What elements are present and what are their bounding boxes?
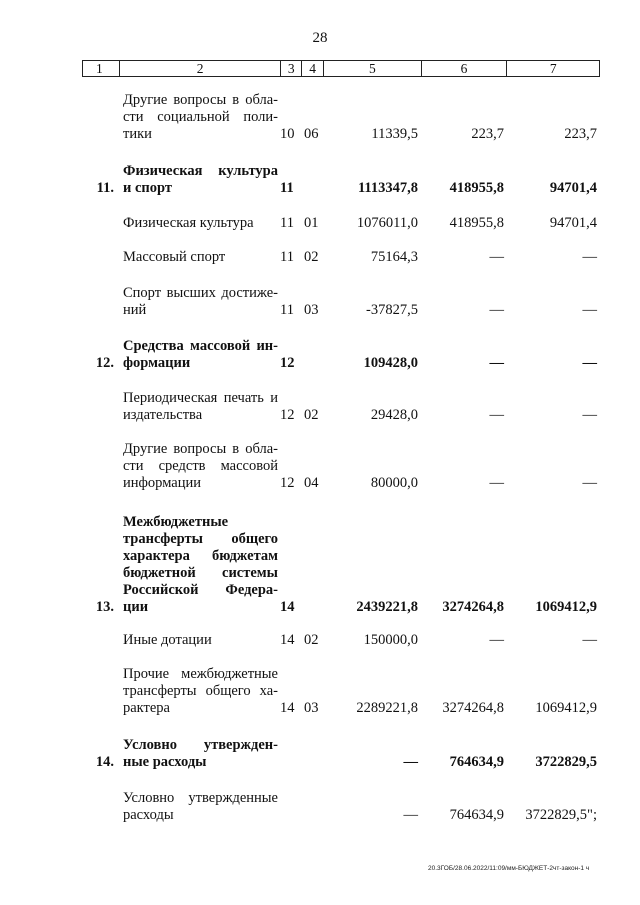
row-value-col6: — (489, 302, 504, 318)
row-value-col5: 11339,5 (371, 126, 418, 142)
row-name-line: ные расходы (123, 754, 207, 770)
row-name-line: тики (123, 126, 152, 142)
row-number: 12. (95, 355, 114, 371)
document-footer-code: 20.3ГОБ/28.06.2022/11:09/мм-БЮДЖЕТ-2чт-закон-1 ч (428, 865, 590, 872)
row-name-line: Средства массовой ин- (123, 338, 278, 354)
row-name (118, 514, 280, 616)
table-row (82, 267, 600, 319)
row-value-col7: — (582, 302, 597, 318)
row-value-col6: — (489, 355, 504, 371)
row-subsection: 02 (304, 632, 319, 648)
table-row (82, 321, 600, 372)
row-value-col6: — (489, 407, 504, 423)
row-value-col5: 1076011,0 (356, 215, 418, 231)
header-col-5: 5 (323, 61, 421, 76)
row-name (118, 92, 280, 143)
table-row (82, 373, 600, 424)
row-value-col5: -37827,5 (366, 302, 418, 318)
row-name (118, 790, 280, 824)
row-value-col5: 2289221,8 (356, 700, 418, 716)
row-value-col5: 109428,0 (363, 355, 418, 371)
row-subsection: 01 (304, 215, 319, 231)
row-name (118, 215, 280, 232)
row-name-line: Спорт высших достиже- (123, 285, 278, 301)
table-header (82, 60, 600, 77)
row-name-line: ний (123, 302, 147, 318)
row-value-col6: — (489, 632, 504, 648)
row-name-line: Условно утвержден- (123, 737, 278, 753)
row-subsection: 04 (304, 475, 319, 491)
row-name-line: сти средств массовой (123, 458, 278, 474)
row-name (118, 666, 280, 717)
row-name-line: трансферты общего ха- (123, 683, 278, 699)
row-value-col7: — (582, 632, 597, 648)
row-name-line: сти социальной поли- (123, 109, 278, 125)
table-row (82, 615, 600, 649)
row-name-line: издательства (123, 407, 203, 423)
row-section: 12 (280, 355, 295, 371)
row-value-col6: — (489, 249, 504, 265)
row-number: 14. (95, 754, 114, 770)
row-name-line: ции (123, 599, 149, 615)
row-name (118, 737, 280, 771)
row-name-line: трансферты общего (123, 531, 278, 547)
row-value-col7: 3722829,5"; (525, 807, 597, 823)
row-name (118, 163, 280, 197)
row-value-col6: 418955,8 (449, 180, 504, 196)
row-value-col5: 1113347,8 (357, 180, 418, 196)
row-value-col5: 29428,0 (370, 407, 418, 423)
row-section: 11 (280, 180, 294, 196)
row-name (118, 632, 280, 649)
header-col-4: 4 (301, 61, 323, 76)
row-name-line: Физическая культура (123, 163, 278, 179)
table-row (82, 721, 600, 771)
header-col-2: 2 (119, 61, 280, 76)
row-value-col7: — (582, 475, 597, 491)
row-name (118, 285, 280, 319)
row-value-col7: — (582, 249, 597, 265)
row-name-line: характера бюджетам (123, 548, 278, 564)
row-value-col5: 150000,0 (363, 632, 418, 648)
budget-table (82, 60, 600, 823)
table-row (82, 77, 600, 143)
page-number: 28 (312, 30, 328, 46)
row-name-line: Периодическая печать и (123, 390, 278, 406)
header-col-1: 1 (96, 61, 103, 76)
row-value-col7: 1069412,9 (535, 599, 597, 615)
row-name-line: Массовый спорт (123, 249, 226, 265)
row-number: 13. (95, 599, 114, 615)
row-value-col6: — (489, 475, 504, 491)
row-name (118, 441, 280, 492)
row-number: 11. (96, 180, 114, 196)
row-section: 11 (280, 302, 294, 318)
row-section: 14 (280, 632, 295, 648)
row-value-col7: 223,7 (564, 126, 597, 142)
row-name-line: Другие вопросы в обла- (123, 441, 278, 457)
row-value-col7: 1069412,9 (535, 700, 597, 716)
table-row (82, 649, 600, 717)
row-name-line: Российской Федера- (123, 582, 278, 598)
row-name (118, 338, 280, 372)
table-row (82, 147, 600, 197)
row-value-col5: 75164,3 (370, 249, 418, 265)
row-name (118, 249, 280, 266)
row-name-line: расходы (123, 807, 174, 823)
row-subsection: 02 (304, 249, 319, 265)
row-value-col7: — (582, 355, 597, 371)
row-value-col5: 2439221,8 (356, 599, 418, 615)
row-value-col6: 3274264,8 (442, 599, 504, 615)
row-name-line: Иные дотации (123, 632, 212, 648)
row-value-col5: — (403, 807, 418, 823)
table-row (82, 423, 600, 492)
row-value-col5: 80000,0 (370, 475, 418, 491)
row-subsection: 03 (304, 302, 319, 318)
row-value-col6: 418955,8 (449, 215, 504, 231)
row-value-col7: 3722829,5 (535, 754, 597, 770)
row-value-col6: 3274264,8 (442, 700, 504, 716)
row-section: 12 (280, 475, 295, 491)
table-row (82, 231, 600, 266)
row-value-col6: 223,7 (471, 126, 504, 142)
row-name-line: Физическая культура (123, 215, 254, 231)
row-name-line: Условно утвержденные (123, 790, 278, 806)
row-name-line: и спорт (123, 180, 173, 196)
header-col-7: 7 (506, 61, 599, 76)
table-row (82, 773, 600, 824)
row-name-line: рактера (123, 700, 170, 716)
row-value-col5: — (403, 754, 418, 770)
row-section: 12 (280, 407, 295, 423)
row-section: 14 (280, 599, 295, 615)
row-section: 11 (280, 249, 294, 265)
row-name (118, 390, 280, 424)
row-name-line: формации (123, 355, 191, 371)
row-subsection: 02 (304, 407, 319, 423)
header-col-3: 3 (280, 61, 301, 76)
row-value-col7: 94701,4 (549, 180, 597, 196)
row-section: 10 (280, 126, 295, 142)
table-row (82, 499, 600, 616)
row-name-line: бюджетной системы (123, 565, 278, 581)
row-section: 11 (280, 215, 294, 231)
row-value-col6: 764634,9 (449, 754, 504, 770)
row-value-col7: 94701,4 (549, 215, 597, 231)
row-subsection: 03 (304, 700, 319, 716)
row-section: 14 (280, 700, 295, 716)
row-value-col7: — (582, 407, 597, 423)
row-subsection: 06 (304, 126, 319, 142)
row-value-col6: 764634,9 (449, 807, 504, 823)
row-name-line: Межбюджетные (123, 514, 229, 530)
header-col-6: 6 (421, 61, 507, 76)
row-name-line: информации (123, 475, 201, 491)
row-name-line: Другие вопросы в обла- (123, 92, 278, 108)
table-row (82, 197, 600, 232)
row-name-line: Прочие межбюджетные (123, 666, 278, 682)
